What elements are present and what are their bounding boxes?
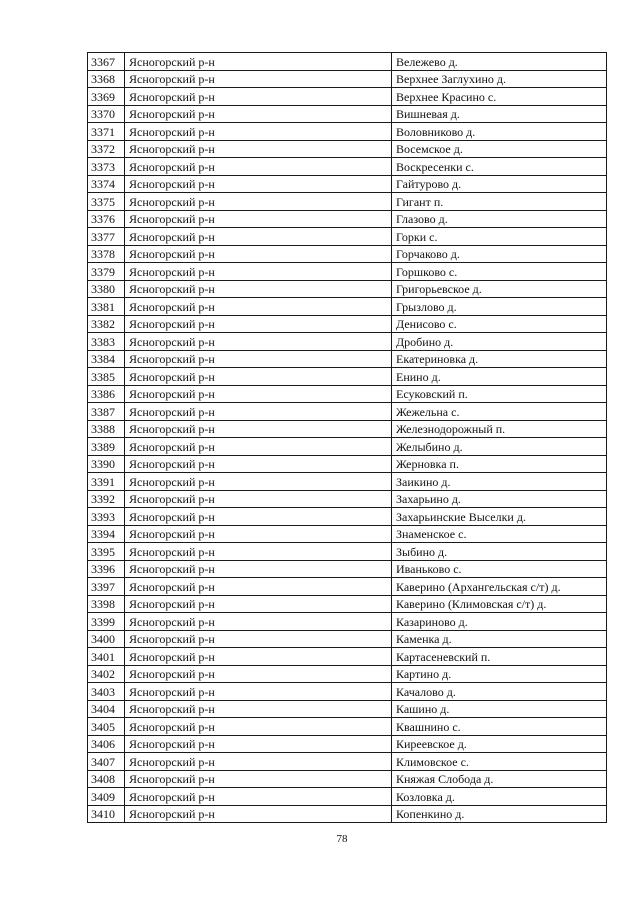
table-row (88, 613, 607, 631)
table-row (88, 385, 607, 403)
settlement-cell: Гайтурово д. (392, 175, 607, 193)
settlements-table (87, 52, 607, 823)
settlement-cell: Козловка д. (392, 788, 607, 806)
row-number-cell: 3393 (88, 508, 125, 526)
district-cell: Ясногорский р-н (125, 368, 392, 386)
table-row (88, 473, 607, 491)
table-row (88, 280, 607, 298)
settlement-cell: Енино д. (392, 368, 607, 386)
settlement-cell: Жерновка п. (392, 455, 607, 473)
settlement-cell: Екатериновка д. (392, 350, 607, 368)
row-number-cell: 3397 (88, 578, 125, 596)
settlements-table-body (88, 53, 607, 823)
district-cell: Ясногорский р-н (125, 648, 392, 666)
table-row (88, 420, 607, 438)
settlement-cell: Горшково с. (392, 263, 607, 281)
row-number-cell: 3403 (88, 683, 125, 701)
row-number-cell: 3368 (88, 70, 125, 88)
row-number-cell: 3371 (88, 123, 125, 141)
district-cell: Ясногорский р-н (125, 140, 392, 158)
district-cell: Ясногорский р-н (125, 70, 392, 88)
settlement-cell: Григорьевское д. (392, 280, 607, 298)
settlement-cell: Глазово д. (392, 210, 607, 228)
table-row (88, 175, 607, 193)
table-row (88, 718, 607, 736)
district-cell: Ясногорский р-н (125, 560, 392, 578)
row-number-cell: 3383 (88, 333, 125, 351)
settlement-cell: Качалово д. (392, 683, 607, 701)
settlement-cell: Грызлово д. (392, 298, 607, 316)
district-cell: Ясногорский р-н (125, 525, 392, 543)
district-cell: Ясногорский р-н (125, 735, 392, 753)
row-number-cell: 3369 (88, 88, 125, 106)
table-row (88, 298, 607, 316)
table-row (88, 805, 607, 823)
district-cell: Ясногорский р-н (125, 490, 392, 508)
table-row (88, 350, 607, 368)
district-cell: Ясногорский р-н (125, 263, 392, 281)
settlement-cell: Жежельна с. (392, 403, 607, 421)
table-row (88, 70, 607, 88)
row-number-cell: 3387 (88, 403, 125, 421)
table-row (88, 665, 607, 683)
row-number-cell: 3406 (88, 735, 125, 753)
settlement-cell: Кашино д. (392, 700, 607, 718)
row-number-cell: 3386 (88, 385, 125, 403)
table-row (88, 630, 607, 648)
settlement-cell: Каменка д. (392, 630, 607, 648)
row-number-cell: 3385 (88, 368, 125, 386)
row-number-cell: 3390 (88, 455, 125, 473)
district-cell: Ясногорский р-н (125, 438, 392, 456)
district-cell: Ясногорский р-н (125, 245, 392, 263)
row-number-cell: 3367 (88, 53, 125, 71)
row-number-cell: 3372 (88, 140, 125, 158)
district-cell: Ясногорский р-н (125, 595, 392, 613)
district-cell: Ясногорский р-н (125, 455, 392, 473)
table-row (88, 490, 607, 508)
district-cell: Ясногорский р-н (125, 315, 392, 333)
district-cell: Ясногорский р-н (125, 788, 392, 806)
settlement-cell: Денисово с. (392, 315, 607, 333)
table-row (88, 158, 607, 176)
table-row (88, 595, 607, 613)
row-number-cell: 3400 (88, 630, 125, 648)
table-row (88, 140, 607, 158)
table-row (88, 683, 607, 701)
row-number-cell: 3380 (88, 280, 125, 298)
row-number-cell: 3404 (88, 700, 125, 718)
settlement-cell: Вележево д. (392, 53, 607, 71)
settlement-cell: Захарьинские Выселки д. (392, 508, 607, 526)
district-cell: Ясногорский р-н (125, 613, 392, 631)
settlement-cell: Знаменское с. (392, 525, 607, 543)
district-cell: Ясногорский р-н (125, 123, 392, 141)
table-row (88, 368, 607, 386)
settlement-cell: Захарьино д. (392, 490, 607, 508)
district-cell: Ясногорский р-н (125, 543, 392, 561)
settlement-cell: Восемское д. (392, 140, 607, 158)
district-cell: Ясногорский р-н (125, 88, 392, 106)
district-cell: Ясногорский р-н (125, 473, 392, 491)
settlement-cell: Вишневая д. (392, 105, 607, 123)
table-row (88, 525, 607, 543)
district-cell: Ясногорский р-н (125, 420, 392, 438)
district-cell: Ясногорский р-н (125, 718, 392, 736)
table-row (88, 228, 607, 246)
row-number-cell: 3384 (88, 350, 125, 368)
district-cell: Ясногорский р-н (125, 210, 392, 228)
table-row (88, 245, 607, 263)
row-number-cell: 3408 (88, 770, 125, 788)
settlement-cell: Киреевское д. (392, 735, 607, 753)
settlement-cell: Воскресенки с. (392, 158, 607, 176)
row-number-cell: 3402 (88, 665, 125, 683)
table-row (88, 105, 607, 123)
settlement-cell: Железнодорожный п. (392, 420, 607, 438)
settlement-cell: Картасеневский п. (392, 648, 607, 666)
settlement-cell: Заикино д. (392, 473, 607, 491)
row-number-cell: 3388 (88, 420, 125, 438)
district-cell: Ясногорский р-н (125, 333, 392, 351)
row-number-cell: 3379 (88, 263, 125, 281)
table-row (88, 88, 607, 106)
table-row (88, 770, 607, 788)
settlement-cell: Есуковский п. (392, 385, 607, 403)
row-number-cell: 3382 (88, 315, 125, 333)
table-row (88, 210, 607, 228)
row-number-cell: 3376 (88, 210, 125, 228)
district-cell: Ясногорский р-н (125, 350, 392, 368)
row-number-cell: 3392 (88, 490, 125, 508)
district-cell: Ясногорский р-н (125, 805, 392, 823)
table-row (88, 735, 607, 753)
row-number-cell: 3396 (88, 560, 125, 578)
row-number-cell: 3381 (88, 298, 125, 316)
row-number-cell: 3407 (88, 753, 125, 771)
table-row (88, 543, 607, 561)
row-number-cell: 3410 (88, 805, 125, 823)
settlement-cell: Княжая Слобода д. (392, 770, 607, 788)
row-number-cell: 3394 (88, 525, 125, 543)
district-cell: Ясногорский р-н (125, 158, 392, 176)
settlement-cell: Иваньково с. (392, 560, 607, 578)
row-number-cell: 3398 (88, 595, 125, 613)
table-row (88, 53, 607, 71)
settlement-cell: Каверино (Архангельская с/т) д. (392, 578, 607, 596)
settlement-cell: Квашнино с. (392, 718, 607, 736)
district-cell: Ясногорский р-н (125, 193, 392, 211)
district-cell: Ясногорский р-н (125, 298, 392, 316)
district-cell: Ясногорский р-н (125, 385, 392, 403)
district-cell: Ясногорский р-н (125, 105, 392, 123)
settlement-cell: Дробино д. (392, 333, 607, 351)
district-cell: Ясногорский р-н (125, 578, 392, 596)
district-cell: Ясногорский р-н (125, 403, 392, 421)
table-row (88, 263, 607, 281)
district-cell: Ясногорский р-н (125, 753, 392, 771)
row-number-cell: 3378 (88, 245, 125, 263)
page-number: 78 (336, 833, 348, 845)
table-row (88, 193, 607, 211)
settlement-cell: Воловниково д. (392, 123, 607, 141)
row-number-cell: 3405 (88, 718, 125, 736)
row-number-cell: 3377 (88, 228, 125, 246)
settlement-cell: Копенкино д. (392, 805, 607, 823)
table-row (88, 648, 607, 666)
table-row (88, 700, 607, 718)
table-row (88, 403, 607, 421)
row-number-cell: 3375 (88, 193, 125, 211)
settlement-cell: Верхнее Красино с. (392, 88, 607, 106)
settlement-cell: Казариново д. (392, 613, 607, 631)
district-cell: Ясногорский р-н (125, 175, 392, 193)
row-number-cell: 3374 (88, 175, 125, 193)
settlement-cell: Желыбино д. (392, 438, 607, 456)
row-number-cell: 3373 (88, 158, 125, 176)
row-number-cell: 3395 (88, 543, 125, 561)
table-row (88, 560, 607, 578)
settlement-cell: Зыбино д. (392, 543, 607, 561)
district-cell: Ясногорский р-н (125, 508, 392, 526)
table-row (88, 438, 607, 456)
settlement-cell: Верхнее Заглухино д. (392, 70, 607, 88)
district-cell: Ясногорский р-н (125, 228, 392, 246)
district-cell: Ясногорский р-н (125, 665, 392, 683)
table-row (88, 455, 607, 473)
table-row (88, 753, 607, 771)
settlement-cell: Климовское с. (392, 753, 607, 771)
table-row (88, 333, 607, 351)
table-row (88, 123, 607, 141)
settlement-cell: Картино д. (392, 665, 607, 683)
district-cell: Ясногорский р-н (125, 700, 392, 718)
row-number-cell: 3389 (88, 438, 125, 456)
district-cell: Ясногорский р-н (125, 53, 392, 71)
row-number-cell: 3370 (88, 105, 125, 123)
settlement-cell: Горчаково д. (392, 245, 607, 263)
table-row (88, 578, 607, 596)
table-row (88, 315, 607, 333)
table-row (88, 508, 607, 526)
settlement-cell: Горки с. (392, 228, 607, 246)
district-cell: Ясногорский р-н (125, 280, 392, 298)
settlement-cell: Гигант п. (392, 193, 607, 211)
row-number-cell: 3399 (88, 613, 125, 631)
settlement-cell: Каверино (Климовская с/т) д. (392, 595, 607, 613)
district-cell: Ясногорский р-н (125, 683, 392, 701)
row-number-cell: 3401 (88, 648, 125, 666)
row-number-cell: 3409 (88, 788, 125, 806)
district-cell: Ясногорский р-н (125, 770, 392, 788)
table-row (88, 788, 607, 806)
row-number-cell: 3391 (88, 473, 125, 491)
district-cell: Ясногорский р-н (125, 630, 392, 648)
